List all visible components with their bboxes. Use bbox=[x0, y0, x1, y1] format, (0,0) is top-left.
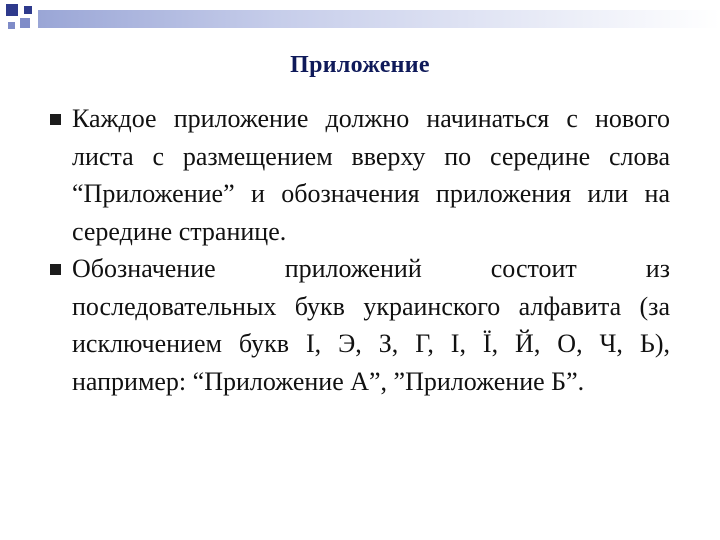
bullet-item bbox=[50, 250, 670, 400]
slide-title: Приложение bbox=[290, 52, 430, 78]
bullet-text: Каждое приложение должно начинаться с нового листа с размещением вверху по середине слова “Приложение” и обозначения приложения или на середине странице. bbox=[72, 104, 670, 246]
header-gradient-bar bbox=[38, 10, 720, 28]
square-bullet-icon bbox=[50, 264, 61, 275]
decor-square bbox=[8, 22, 15, 29]
decor-square bbox=[24, 6, 32, 14]
square-bullet-icon bbox=[50, 114, 61, 125]
bullet-list bbox=[50, 100, 670, 400]
decor-square bbox=[6, 4, 18, 16]
decor-square bbox=[20, 18, 30, 28]
header-decoration bbox=[0, 0, 720, 40]
bullet-text: Обозначение приложений состоит из последовательных букв украинского алфавита (за исключением букв І, Э, З, Г, І, Ї, Й, О, Ч, Ь), например: “Приложение А”, ”Приложение Б”. bbox=[72, 254, 670, 396]
bullet-item bbox=[50, 100, 670, 250]
